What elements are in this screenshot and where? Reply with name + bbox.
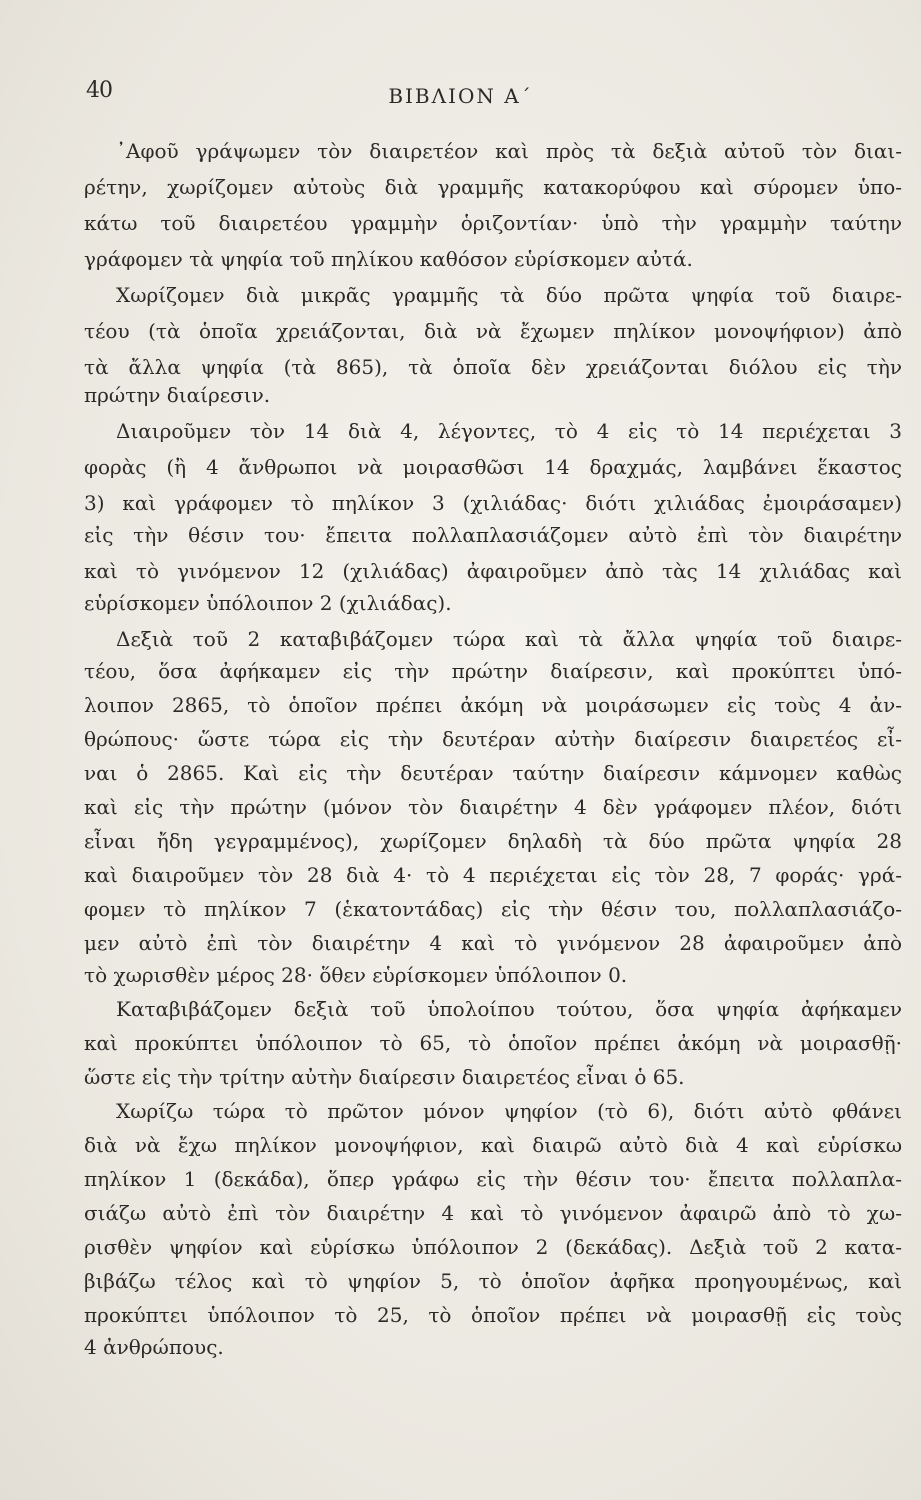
text-line: ᾿Αφοῦ γράψωμεν τὸν διαιρετέον καὶ πρὸς τὰ δεξιὰ αὐτοῦ τὸν διαι- — [116, 139, 902, 163]
text-line: καὶ τὸ γινόμενον 12 (χιλιάδας) ἀφαιροῦμεν ἀπὸ τὰς 14 χιλιάδας καὶ — [84, 559, 902, 583]
text-line: Διαιροῦμεν τὸν 14 διὰ 4, λέγοντες, τὸ 4 εἰς τὸ 14 περιέχεται 3 — [116, 419, 902, 443]
text-line: καὶ εἰς τὴν πρώτην (μόνον τὸν διαιρέτην 4 δὲν γράφομεν πλέον, διότι — [84, 795, 902, 819]
text-line: γράφομεν τὰ ψηφία τοῦ πηλίκου καθόσον εὑρίσκομεν αὐτά. — [84, 247, 693, 271]
text-line: φορὰς (ἢ 4 ἄνθρωποι νὰ μοιρασθῶσι 14 δραχμάς, λαμβάνει ἕκαστος — [84, 455, 902, 479]
text-line: Χωρίζομεν διὰ μικρᾶς γραμμῆς τὰ δύο πρῶτα ψηφία τοῦ διαιρε- — [116, 283, 902, 307]
text-line: πρώτην διαίρεσιν. — [84, 383, 271, 407]
page-number: 40 — [86, 78, 112, 103]
text-line: προκύπτει ὑπόλοιπον τὸ 25, τὸ ὁποῖον πρέπει νὰ μοιρασθῇ εἰς τοὺς — [84, 1303, 902, 1327]
text-line: φομεν τὸ πηλίκον 7 (ἑκατοντάδας) εἰς τὴν θέσιν του, πολλαπλασιάζο- — [84, 897, 902, 921]
text-line: βιβάζω τέλος καὶ τὸ ψηφίον 5, τὸ ὁποῖον ἀφῆκα προηγουμένως, καὶ — [84, 1269, 902, 1293]
text-line: εἰς τὴν θέσιν του· ἔπειτα πολλαπλασιάζομεν αὐτὸ ἐπὶ τὸν διαιρέτην — [84, 523, 902, 547]
text-line: τέου (τὰ ὁποῖα χρειάζονται, διὰ νὰ ἔχωμεν πηλίκον μονοψήφιον) ἀπὸ — [84, 319, 902, 343]
text-line: πηλίκον 1 (δεκάδα), ὅπερ γράφω εἰς τὴν θέσιν του· ἔπειτα πολλαπλα- — [84, 1167, 902, 1191]
text-line: διὰ νὰ ἔχω πηλίκον μονοψήφιον, καὶ διαιρῶ αὐτὸ διὰ 4 καὶ εὑρίσκω — [84, 1133, 902, 1157]
text-line: Καταβιβάζομεν δεξιὰ τοῦ ὑπολοίπου τούτου, ὅσα ψηφία ἀφήκαμεν — [116, 997, 902, 1021]
text-line: ὥστε εἰς τὴν τρίτην αὐτὴν διαίρεσιν διαιρετέος εἶναι ὁ 65. — [84, 1065, 685, 1089]
text-line: ρισθὲν ψηφίον καὶ εὑρίσκω ὑπόλοιπον 2 (δεκάδας). Δεξιὰ τοῦ 2 κατα- — [84, 1235, 902, 1259]
text-line: εἶναι ἤδη γεγραμμένος), χωρίζομεν δηλαδὴ τὰ δύο πρῶτα ψηφία 28 — [84, 829, 902, 853]
text-line: ναι ὁ 2865. Καὶ εἰς τὴν δευτέραν ταύτην διαίρεσιν κάμνομεν καθὼς — [84, 761, 902, 785]
text-line: ρέτην, χωρίζομεν αὐτοὺς διὰ γραμμῆς κατακορύφου καὶ σύρομεν ὑπο- — [84, 175, 902, 199]
text-line: τέου, ὅσα ἀφήκαμεν εἰς τὴν πρώτην διαίρεσιν, καὶ προκύπτει ὑπό- — [84, 659, 902, 683]
text-line: καὶ προκύπτει ὑπόλοιπον τὸ 65, τὸ ὁποῖον πρέπει ἀκόμη νὰ μοιρασθῇ· — [84, 1031, 902, 1055]
text-line: μεν αὐτὸ ἐπὶ τὸν διαιρέτην 4 καὶ τὸ γινόμενον 28 ἀφαιροῦμεν ἀπὸ — [84, 931, 902, 955]
text-line: 4 ἀνθρώπους. — [84, 1335, 224, 1359]
text-line: κάτω τοῦ διαιρετέου γραμμὴν ὁριζοντίαν· ὑπὸ τὴν γραμμὴν ταύτην — [84, 211, 902, 235]
text-line: τὸ χωρισθὲν μέρος 28· ὅθεν εὑρίσκομεν ὑπόλοιπον 0. — [84, 963, 628, 987]
text-line: εὑρίσκομεν ὑπόλοιπον 2 (χιλιάδας). — [84, 591, 452, 615]
text-line: 3) καὶ γράφομεν τὸ πηλίκον 3 (χιλιάδας· διότι χιλιάδας ἐμοιράσαμεν) — [84, 491, 902, 515]
text-line: λοιπον 2865, τὸ ὁποῖον πρέπει ἀκόμη νὰ μοιράσωμεν εἰς τοὺς 4 ἀν- — [84, 693, 902, 717]
running-title: ΒΙΒΛΙΟΝ Α΄ — [388, 84, 533, 108]
text-line: Δεξιὰ τοῦ 2 καταβιβάζομεν τώρα καὶ τὰ ἄλλα ψηφία τοῦ διαιρε- — [116, 627, 902, 651]
text-line: τὰ ἄλλα ψηφία (τὰ 865), τὰ ὁποῖα δὲν χρειάζονται διόλου εἰς τὴν — [84, 355, 902, 379]
text-line: θρώπους· ὥστε τώρα εἰς τὴν δευτέραν αὐτὴν διαίρεσιν διαιρετέος εἶ- — [84, 727, 902, 751]
text-line: Χωρίζω τώρα τὸ πρῶτον μόνον ψηφίον (τὸ 6), διότι αὐτὸ φθάνει — [116, 1099, 902, 1123]
text-line: καὶ διαιροῦμεν τὸν 28 διὰ 4· τὸ 4 περιέχεται εἰς τὸν 28, 7 φοράς· γρά- — [84, 863, 902, 887]
text-line: σιάζω αὐτὸ ἐπὶ τὸν διαιρέτην 4 καὶ τὸ γινόμενον ἀφαιρῶ ἀπὸ τὸ χω- — [84, 1201, 902, 1225]
